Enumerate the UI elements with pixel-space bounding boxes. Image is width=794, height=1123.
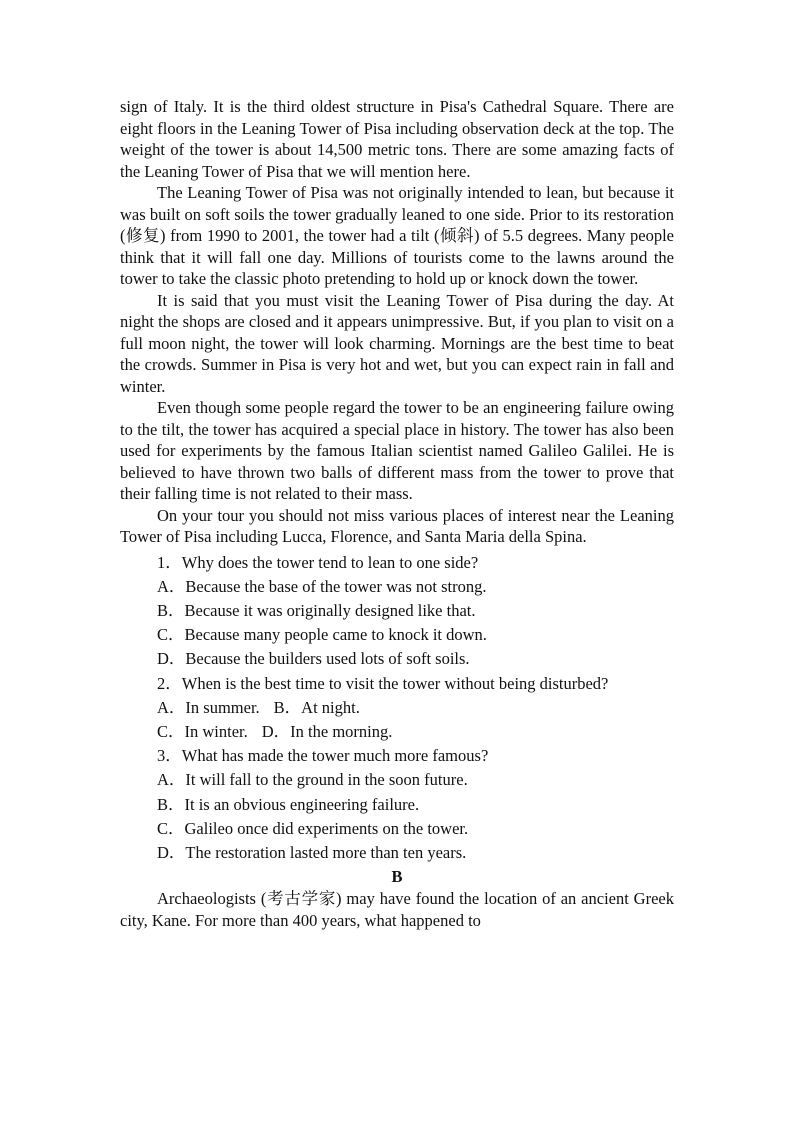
document-page [120,96,674,931]
question-2-options-ab [120,696,674,720]
question-1-option-d: D．Because the builders used lots of soft soils. [157,649,470,669]
question-2-stem: 2．When is the best time to visit the tower without being disturbed? [157,673,609,693]
question-3-option-d: D．The restoration lasted more than ten years. [157,842,467,862]
passage-a-paragraph-3: It is said that you must visit the Leaning Tower of Pisa during the day. At night the shops are closed and it appears unimpressive. But, if you plan to visit on a full moon night, the tower will look charming. Mornings are the best time to beat the crowds. Summer in Pisa is very hot and wet, but you can expect rain in fall and winter. [120,290,674,396]
question-list [120,551,674,866]
passage-a-paragraph-1: sign of Italy. It is the third oldest structure in Pisa's Cathedral Square. There are eight floors in the Leaning Tower of Pisa including observation deck at the top. The weight of the tower is about 14,500 metric tons. There are some amazing facts of the Leaning Tower of Pisa that we will mention here. [120,97,674,181]
question-2-option-a: A．In summer. [157,697,260,717]
question-2-option-b: B．At night. [273,697,360,717]
question-3-stem: 3．What has made the tower much more famous? [157,746,489,766]
passage-a-paragraph-4: Even though some people regard the tower to be an engineering failure owing to the tilt, the tower has acquired a special place in history. The tower has also been used for experiments by the famous Italian scientist named Galileo Galilei. He is believed to have thrown two balls of different mass from the tower to prove that their falling time is not related to their mass. [120,398,674,503]
question-2-options-cd [120,720,674,744]
question-3-option-b: B．It is an obvious engineering failure. [157,794,420,814]
question-2-option-d: D．In the morning. [261,721,393,741]
section-b-heading: B [391,867,403,887]
question-1-option-a: A．Because the base of the tower was not strong. [157,576,487,596]
passage-a-paragraph-2: The Leaning Tower of Pisa was not originally intended to lean, but because it was built on soft soils the tower gradually leaned to one side. Prior to its restoration (修复) from 1990 to 2001, the tower had a tilt (倾斜) of 5.5 degrees. Many people think that it will fall one day. Millions of tourists come to the lawns around the tower to take the classic photo pretending to hold up or knock down the tower. [120,183,674,288]
question-2-option-c: C．In winter. [157,721,248,741]
question-1-option-c: C．Because many people came to knock it down. [157,625,487,645]
passage-b-paragraph-1: Archaeologists (考古学家) may have found the location of an ancient Greek city, Kane. For more than 400 years, what happened to [120,889,674,930]
question-1-stem: 1．Why does the tower tend to lean to one side? [157,552,479,572]
question-1-option-b: B．Because it was originally designed like that. [157,600,476,620]
passage-a-paragraph-5: On your tour you should not miss various places of interest near the Leaning Tower of Pisa including Lucca, Florence, and Santa Maria della Spina. [120,505,674,546]
question-3-option-c: C．Galileo once did experiments on the tower. [157,818,469,838]
question-3-option-a: A．It will fall to the ground in the soon future. [157,770,468,790]
